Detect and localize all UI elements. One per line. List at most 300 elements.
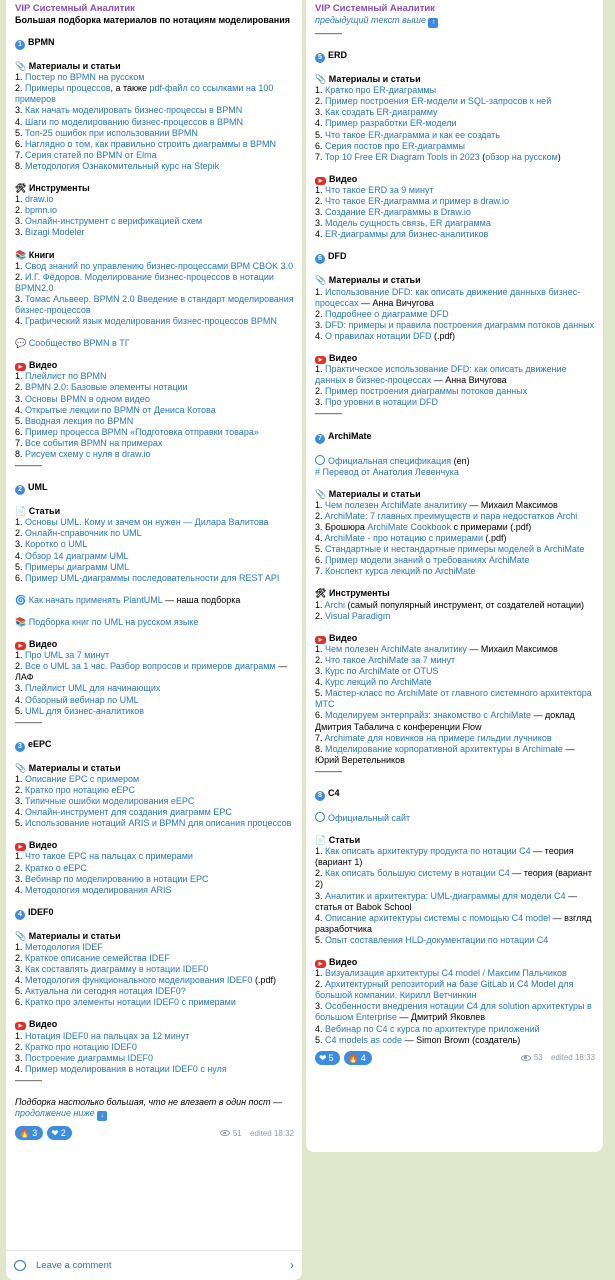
list-link[interactable]: Все о UML за 1 час. Разбор вопросов и примеров диаграмм [25, 661, 276, 672]
reaction-fire[interactable]: 🔥 3 [15, 1126, 43, 1140]
list-link[interactable]: Про UML за 7 минут [25, 650, 110, 661]
list-link[interactable]: Примеры процессов [25, 83, 111, 94]
idef0-articles-list [15, 942, 294, 1009]
idef0-articles-heading: 📎 Материалы и статьи [15, 930, 121, 941]
list-number: 4. [15, 116, 26, 127]
list-link[interactable]: Плейлист по BPMN [25, 371, 107, 382]
list-link[interactable]: Кратко про элементы нотации IDEF0 с примерами [25, 997, 236, 1008]
list-link[interactable]: Онлайн-инструмент для создания диаграмм EPC [25, 807, 232, 818]
list-number: 3. [15, 539, 26, 550]
document-icon: 📄 [15, 506, 29, 517]
list-item [15, 774, 294, 785]
list-link[interactable]: Archimate для новичков на примере гильдии лучников [324, 732, 552, 743]
list-link[interactable]: Открытые лекции по BPMN от Дениса Котова [25, 404, 216, 415]
list-link[interactable]: Bizagi Modeler [25, 227, 85, 238]
list-link[interactable]: Вебинар по моделированию в нотации EPC [25, 873, 209, 884]
uml-books-link[interactable]: Подборка книг по UML на русском языке [28, 616, 199, 627]
list-link-secondary[interactable]: обзор на русском [485, 151, 558, 162]
list-link[interactable]: Про уровни в нотации DFD [325, 397, 438, 408]
list-link[interactable]: Описание EPC с примером [25, 773, 140, 784]
message-meta: 51 edited 18:32 [220, 1128, 294, 1139]
list-item [315, 913, 595, 935]
list-number: 3. [315, 666, 326, 677]
list-link[interactable]: Мастер-класс по ArchiMate от главного системного архитектора МТС [315, 688, 592, 710]
list-number: 4. [15, 884, 26, 895]
list-item [15, 316, 294, 327]
list-number: 3. [315, 319, 326, 330]
youtube-icon: ▶ [315, 960, 326, 968]
list-link[interactable]: И.Г. Фёдоров. Моделирование бизнес-процессов в нотации BPMN2.0 [15, 271, 274, 293]
list-item [15, 194, 294, 205]
list-suffix: — ЛАФ [15, 661, 288, 683]
list-prefix: Брошюра [325, 522, 368, 532]
list-link[interactable]: Стандартные и нестандартные примеры моделей в ArchiMate [325, 544, 585, 555]
list-number: 4. [15, 316, 26, 327]
list-link[interactable]: Подробнее о диаграмме DFD [325, 308, 449, 319]
list-link[interactable]: Онлайн-инструмент с верификацией схем [25, 216, 203, 227]
list-link[interactable]: DFD: примеры и правила построения диаграмм потоков данных [325, 319, 595, 330]
list-link[interactable]: Методология моделирования ARIS [25, 884, 172, 895]
list-link[interactable]: Как описать большую систему в нотации С4 [325, 868, 510, 879]
channel-author[interactable]: VIP Системный Аналитик [315, 3, 435, 14]
list-item [315, 96, 595, 107]
list-link[interactable]: Как составлять диаграмму в нотации IDEF0 [25, 964, 209, 975]
list-link[interactable]: Пример моделирования в нотации IDEF0 с нуля [25, 1063, 227, 1074]
section-idef0-heading: 4 IDEF0 [15, 907, 294, 920]
list-suffix: — Дмитрий Яковлев [396, 1012, 485, 1023]
list-link[interactable]: Вводная лекция по BPMN [25, 415, 134, 426]
dfd-videos-list [315, 364, 595, 408]
list-number: 6. [15, 138, 26, 149]
list-item [15, 117, 294, 128]
footer-note: Подборка настолько большая, что не влезает в один пост — продолжение ниже ↓ [15, 1097, 282, 1120]
list-number: 2. [15, 862, 26, 873]
list-item [15, 72, 294, 83]
list-number: 2. [15, 1041, 26, 1052]
list-suffix: (.pdf) [431, 330, 455, 341]
message-bubble-right [306, 0, 603, 1152]
list-number: 3. [15, 216, 26, 227]
list-link[interactable]: Постер по BPMN на русском [25, 72, 145, 83]
list-link[interactable]: Типичные ошибки моделирования eEPC [25, 796, 195, 807]
list-link[interactable]: Рисуем схему с нуля в draw.io [25, 449, 151, 459]
list-link[interactable]: Что такое ArchiMate за 7 минут [325, 654, 456, 665]
list-link[interactable]: ER-диаграммы для бизнес-аналитиков [325, 229, 489, 240]
list-number: 1. [315, 968, 326, 979]
list-suffix: — теория (вариант 2) [315, 868, 593, 890]
list-link[interactable]: Коротко о UML [25, 539, 88, 550]
list-number: 2. [315, 510, 325, 521]
list-number: 5. [15, 127, 26, 138]
list-link[interactable]: Чем полезен ArchiMate аналитику [325, 499, 467, 510]
list-link[interactable]: Наглядно о том, как правильно строить диаграммы в BPMN [25, 138, 277, 149]
list-link[interactable]: ArchiMate Cookbook [367, 522, 451, 532]
list-number: 1. [15, 650, 26, 661]
list-number: 6. [315, 555, 326, 566]
list-link[interactable]: Обзор 14 диаграмм UML [25, 550, 129, 561]
list-item [315, 397, 595, 408]
list-item [15, 562, 294, 573]
list-number: 3. [315, 218, 326, 229]
idef0-video-heading: ▶ Видео [15, 1019, 294, 1030]
list-suffix: — Анна Вичугова [431, 375, 507, 386]
list-suffix: — Анна Вичугова [358, 297, 434, 308]
bpmn-community-link[interactable]: Сообщество BPMN в ТГ [28, 338, 130, 349]
list-number: 2. [15, 83, 26, 94]
list-number: 5. [315, 544, 326, 555]
number-four-icon: 4 [15, 910, 25, 920]
archimate-tools-list [315, 600, 595, 622]
list-number: 2. [315, 196, 326, 207]
list-number: 1. [315, 85, 326, 96]
list-number: 1. [315, 184, 326, 195]
fire-icon: 🔥 [19, 1128, 31, 1139]
list-link[interactable]: Что такое EPC на пальцах с примерами [25, 851, 193, 862]
list-suffix: — Юрий Веретельников [315, 743, 575, 765]
list-link[interactable]: Опыт составления HLD-документации по нотации С4 [325, 934, 549, 945]
section-erd-heading: 5 ERD [315, 50, 595, 63]
list-suffix: — статья от Babok School [315, 890, 578, 912]
list-item [315, 544, 595, 555]
arrow-down-icon: ↓ [97, 1111, 107, 1121]
list-link[interactable]: C4 models as code [325, 1034, 403, 1045]
channel-author[interactable]: VIP Системный Аналитик [15, 3, 135, 14]
list-number: 8. [15, 160, 26, 171]
continue-link[interactable]: продолжение ниже [15, 1108, 95, 1119]
list-number: 2. [15, 784, 26, 795]
uml-books-line [15, 617, 294, 628]
list-item [315, 141, 595, 152]
list-number: 3. [15, 105, 26, 116]
list-number: 1. [15, 851, 26, 862]
list-link[interactable]: Аналитик и архитектура: UML-диаграммы для модели С4 [325, 890, 566, 901]
bpmn-video-heading: ▶ Видео [15, 360, 294, 371]
list-item [15, 539, 294, 550]
list-link[interactable]: Что такое ER-диаграмма и пример в draw.io [325, 196, 510, 207]
list-link[interactable]: ArchiMate - про нотацию с примерами [324, 533, 483, 544]
list-link[interactable]: Кратко про нотацию IDEF0 [25, 1041, 137, 1052]
list-link[interactable]: Пример модели знаний о требованиях ArchiMate [325, 555, 530, 566]
eye-icon [220, 1130, 230, 1136]
list-link[interactable]: Основы UML. Кому и зачем он нужен — Дилара Валитова [25, 517, 269, 528]
list-link[interactable]: Чем полезен ArchiMate аналитику [325, 643, 467, 654]
c4-site-link[interactable]: Официальный сайт [328, 812, 411, 823]
hash-icon: # [315, 466, 323, 477]
list-link[interactable]: Томас Альвеер. BPMN 2.0 Введение в стандарт моделирования бизнес-процессов [15, 293, 294, 315]
list-link[interactable]: Визуализация архитектуры C4 model / Максим Пальчиков [325, 968, 567, 979]
list-number: 3. [15, 227, 26, 238]
list-item [315, 500, 595, 511]
arrow-up-icon: ↑ [428, 18, 438, 28]
list-item [15, 517, 294, 528]
list-number: 7. [315, 151, 325, 162]
youtube-icon: ▶ [15, 363, 26, 371]
list-link[interactable]: Архитектурный репозиторий на базе GitLab и C4 Model для большой компании. Кирилл Ветчинкин [315, 979, 574, 1001]
tools-icon: 🛠 [315, 588, 329, 599]
list-number: 4. [315, 118, 326, 129]
list-link[interactable]: Построение диаграммы IDEF0 [25, 1052, 154, 1063]
list-item [15, 573, 294, 584]
number-two-icon: 2 [15, 485, 25, 495]
list-suffix: ( [479, 151, 486, 162]
list-number: 3. [15, 393, 26, 404]
list-item [315, 85, 595, 96]
list-link[interactable]: Что такое ERD за 9 минут [325, 184, 434, 195]
number-seven-icon: 7 [315, 434, 325, 444]
list-item [15, 528, 294, 539]
list-link[interactable]: Нотация IDEF0 на пальцах за 12 минут [25, 1030, 190, 1041]
list-suffix: (.pdf) [482, 533, 507, 544]
list-link[interactable]: Создание ER-диаграммы в Draw.io [325, 207, 471, 218]
list-number: 5. [15, 818, 26, 829]
list-number: 5. [315, 1034, 326, 1045]
list-link[interactable]: Моделирование корпоративной архитектуры в Archimate [325, 743, 563, 754]
list-suffix: — Simon Brown (создатель) [402, 1034, 521, 1045]
list-number: 1. [15, 371, 26, 382]
reactions [15, 1126, 72, 1140]
list-number: 6. [15, 426, 26, 437]
bpmn-tools-list [15, 194, 294, 238]
spiral-icon: 🌀 [15, 594, 29, 605]
section-bpmn-heading: 1 BPMN [15, 37, 294, 50]
list-item [315, 511, 595, 522]
plantuml-link[interactable]: Как начать применять PlantUML [28, 594, 163, 605]
list-number: 2. [315, 654, 326, 665]
list-link[interactable]: Методология Ознакомительный курс на Stepik [25, 160, 220, 171]
list-item [315, 229, 595, 240]
list-item [315, 677, 595, 688]
list-link[interactable]: Модель сущность связь, ER диаграмма [325, 218, 491, 229]
list-item [315, 522, 595, 533]
separator: ——— [315, 28, 342, 38]
list-link[interactable]: ArchiMate: 7 главных преимуществ и пара недостатков Archi [324, 510, 578, 521]
archimate-spec-link[interactable]: Официальная спецификация [328, 455, 452, 466]
list-link[interactable]: Практическое использование DFD: как описать движение данных в бизнес-процессах [315, 364, 567, 386]
list-link[interactable]: Кратко про нотацию eEPC [25, 784, 135, 795]
list-number: 6. [15, 997, 26, 1008]
list-link[interactable]: Плейлист UML для начинающих [25, 683, 161, 694]
list-link[interactable]: Пример процесса BPMN «Подготовка отправки товара» [25, 426, 259, 437]
list-item [315, 846, 595, 868]
list-item [15, 964, 294, 975]
list-link[interactable]: Visual Paradigm [325, 610, 391, 621]
list-link[interactable]: Пример построения ER-модели и SQL-запросов к ней [325, 96, 552, 107]
list-link[interactable]: Конспект курса лекций по ArchiMate [325, 566, 476, 577]
uml-videos-list [15, 650, 294, 717]
archimate-translation-link[interactable]: Перевод от Анатолия Левенчука [322, 466, 459, 477]
list-link[interactable]: Топ-25 ошибок при использовании BPMN [25, 127, 198, 138]
list-link[interactable]: Пример UML-диаграммы последовательности для REST API [25, 572, 280, 583]
list-item [15, 706, 294, 717]
dfd-articles-list [315, 287, 595, 342]
list-suffix: (.pdf) [252, 975, 276, 986]
dfd-video-heading: ▶ Видео [315, 353, 595, 364]
list-item [15, 953, 294, 964]
list-item [315, 152, 595, 163]
list-link[interactable]: UML для бизнес-аналитиков [25, 705, 145, 716]
epc-videos-list [15, 851, 294, 895]
list-item [15, 661, 294, 683]
list-number: 2. [15, 528, 26, 539]
list-number: 6. [15, 572, 26, 583]
list-item [315, 733, 595, 744]
list-link[interactable]: Что такое ER-диаграмма и как ее создать [325, 129, 500, 140]
list-number: 4. [15, 404, 26, 415]
list-link[interactable]: Использование DFD: как описать движение данныхв бизнес-процессах [315, 286, 581, 308]
list-item [315, 218, 595, 229]
list-number: 1. [15, 194, 26, 205]
list-number: 2. [315, 610, 326, 621]
list-link[interactable]: Особенности внедрения нотации C4 для solution архитектуры в большом Enterprise [315, 1001, 592, 1023]
list-link[interactable]: Top 10 Free ER Diagram Tools in 2023 [324, 151, 480, 162]
archimate-videos-list [315, 644, 595, 766]
list-link[interactable]: Описание архитектуры системы с помощью С4 model [325, 912, 551, 923]
list-item [315, 309, 595, 320]
list-item [15, 261, 294, 272]
list-link[interactable]: Использование нотаций ARIS и BPMN для описания процессов [25, 818, 292, 829]
list-suffix: , а также [110, 83, 150, 94]
list-link[interactable]: Кратко о eEPC [25, 862, 87, 873]
list-item [15, 874, 294, 885]
list-link[interactable]: bpmn.io [25, 205, 58, 216]
list-number: 4. [315, 1023, 326, 1034]
list-link[interactable]: Свод знаний по управлению бизнес-процессами BPM CBOK 3.0 [25, 260, 294, 271]
prev-text-link[interactable]: предыдущий текст выше [315, 15, 426, 25]
list-link[interactable]: Шаги по моделированию бизнес-процессов в BPMN [25, 116, 244, 127]
list-number: 3. [15, 796, 26, 807]
list-number: 4. [15, 550, 26, 561]
list-number: 8. [315, 743, 326, 754]
list-item [315, 331, 595, 342]
reaction-heart[interactable]: ❤ 2 [47, 1126, 72, 1140]
list-item [315, 644, 595, 655]
list-item [15, 683, 294, 694]
list-suffix: с примерами (.pdf) [450, 522, 532, 532]
list-link[interactable]: Актуальна ли сегодня нотация IDEF0? [25, 986, 186, 997]
list-item [15, 394, 294, 405]
list-number: 1. [315, 286, 326, 297]
list-number: 2. [315, 868, 326, 879]
list-number: 1. [315, 364, 326, 375]
list-link[interactable]: Серия постов про ER-диаграммы [325, 140, 465, 151]
list-item [15, 851, 294, 862]
uml-articles-heading: 📄 Статьи [15, 506, 61, 517]
list-item [315, 207, 595, 218]
list-link[interactable]: Основы BPMN в одном видео [25, 393, 150, 404]
list-link[interactable]: Archi [324, 599, 346, 610]
list-link-secondary[interactable]: pdf-файл со ссылками на 100 примеров [15, 83, 274, 105]
list-link[interactable]: Методология функционального моделирования IDEF0 [25, 975, 253, 986]
list-link[interactable]: Серия статей по BPMN от Elma [25, 149, 157, 160]
list-item [15, 161, 294, 172]
list-item [15, 942, 294, 953]
list-number: 1. [15, 260, 26, 271]
list-number: 4. [315, 533, 325, 544]
list-number: 5. [15, 986, 26, 997]
list-item [315, 555, 595, 566]
list-item [315, 611, 595, 622]
list-link[interactable]: Курс по ArchiMate от OTUS [325, 666, 439, 677]
list-item [15, 785, 294, 796]
youtube-icon: ▶ [15, 642, 26, 650]
list-number: 6. [315, 710, 326, 721]
list-item [15, 551, 294, 562]
reaction-heart[interactable]: ❤ 5 [315, 1051, 340, 1065]
list-number: 2. [315, 979, 326, 990]
list-link[interactable]: Все события BPMN на примерах [25, 437, 163, 448]
list-link[interactable]: Краткое описание семейства IDEF [25, 953, 170, 963]
list-number: 1. [15, 517, 26, 528]
list-link[interactable]: Моделируем энтерпрайз: знакомство с ArchiMate [325, 710, 531, 721]
list-item [15, 128, 294, 139]
list-link[interactable]: Обзорный вебинар по UML [25, 694, 139, 705]
youtube-icon: ▶ [315, 636, 326, 644]
reaction-fire[interactable]: 🔥 4 [344, 1051, 372, 1065]
list-item [315, 666, 595, 677]
leave-comment-button[interactable]: Leave a comment › [6, 1250, 302, 1280]
list-item [15, 975, 294, 986]
list-item [315, 386, 595, 397]
archimate-tools-heading: 🛠 Инструменты [315, 588, 390, 599]
list-link[interactable]: Пример построения диаграммы потоков данных [325, 386, 528, 397]
list-link[interactable]: Как начать моделировать бизнес-процессы в BPMN [25, 105, 243, 116]
list-item [15, 438, 294, 449]
number-three-icon: 3 [15, 742, 25, 752]
list-link[interactable]: Примеры диаграмм UML [25, 561, 130, 572]
list-item [315, 287, 595, 309]
list-item [15, 139, 294, 150]
speech-bubble-icon: 💬 [15, 338, 29, 349]
fire-icon: 🔥 [347, 1052, 359, 1063]
list-suffix-secondary: ) [557, 151, 561, 162]
paperclip-icon: 📎 [15, 930, 29, 941]
list-link[interactable]: Графический язык моделирования бизнес-процессов BPMN [25, 316, 277, 327]
list-number: 4. [15, 1063, 26, 1074]
list-item [315, 364, 595, 386]
youtube-icon: ▶ [15, 1022, 26, 1030]
list-link[interactable]: Как описать архитектуру продукта по нотации С4 [325, 846, 531, 857]
list-item [315, 1001, 595, 1023]
list-item [315, 655, 595, 666]
list-number: 4. [315, 912, 326, 923]
paperclip-icon: 📎 [315, 275, 329, 286]
list-link[interactable]: Кратко про ER-диаграммы [325, 85, 437, 96]
number-five-icon: 5 [315, 53, 325, 63]
list-item [315, 744, 595, 766]
list-link[interactable]: BPMN 2.0: Базовые элементы нотации [25, 382, 188, 393]
list-item [315, 868, 595, 890]
list-number: 1. [15, 773, 26, 784]
list-link[interactable]: Методология IDEF [25, 941, 103, 952]
list-suffix: (самый популярный инструмент, от создателей нотации) [345, 599, 585, 610]
list-link[interactable]: Вебинар по С4 с курса по архитектуре приложений [325, 1023, 540, 1034]
epc-articles-heading: 📎 Материалы и статьи [15, 762, 121, 773]
globe-icon [315, 812, 325, 822]
list-link[interactable]: Онлайн-справочник по UML [25, 528, 142, 539]
c4-videos-list [315, 968, 595, 1046]
list-link[interactable]: О правилах нотации DFD [325, 330, 432, 341]
list-item [15, 796, 294, 807]
list-link[interactable]: Пример разработки ER-модели [325, 118, 457, 129]
bpmn-tools-heading: 🛠 Инструменты [15, 183, 90, 194]
list-link[interactable]: draw.io [25, 194, 54, 205]
list-link[interactable]: Как создать ER-диаграмму [325, 107, 438, 118]
list-link[interactable]: Курс лекций по ArchiMate [325, 677, 432, 688]
list-item [315, 107, 595, 118]
list-item [15, 818, 294, 829]
paperclip-icon: 📎 [15, 61, 29, 72]
list-number: 4. [315, 677, 326, 688]
